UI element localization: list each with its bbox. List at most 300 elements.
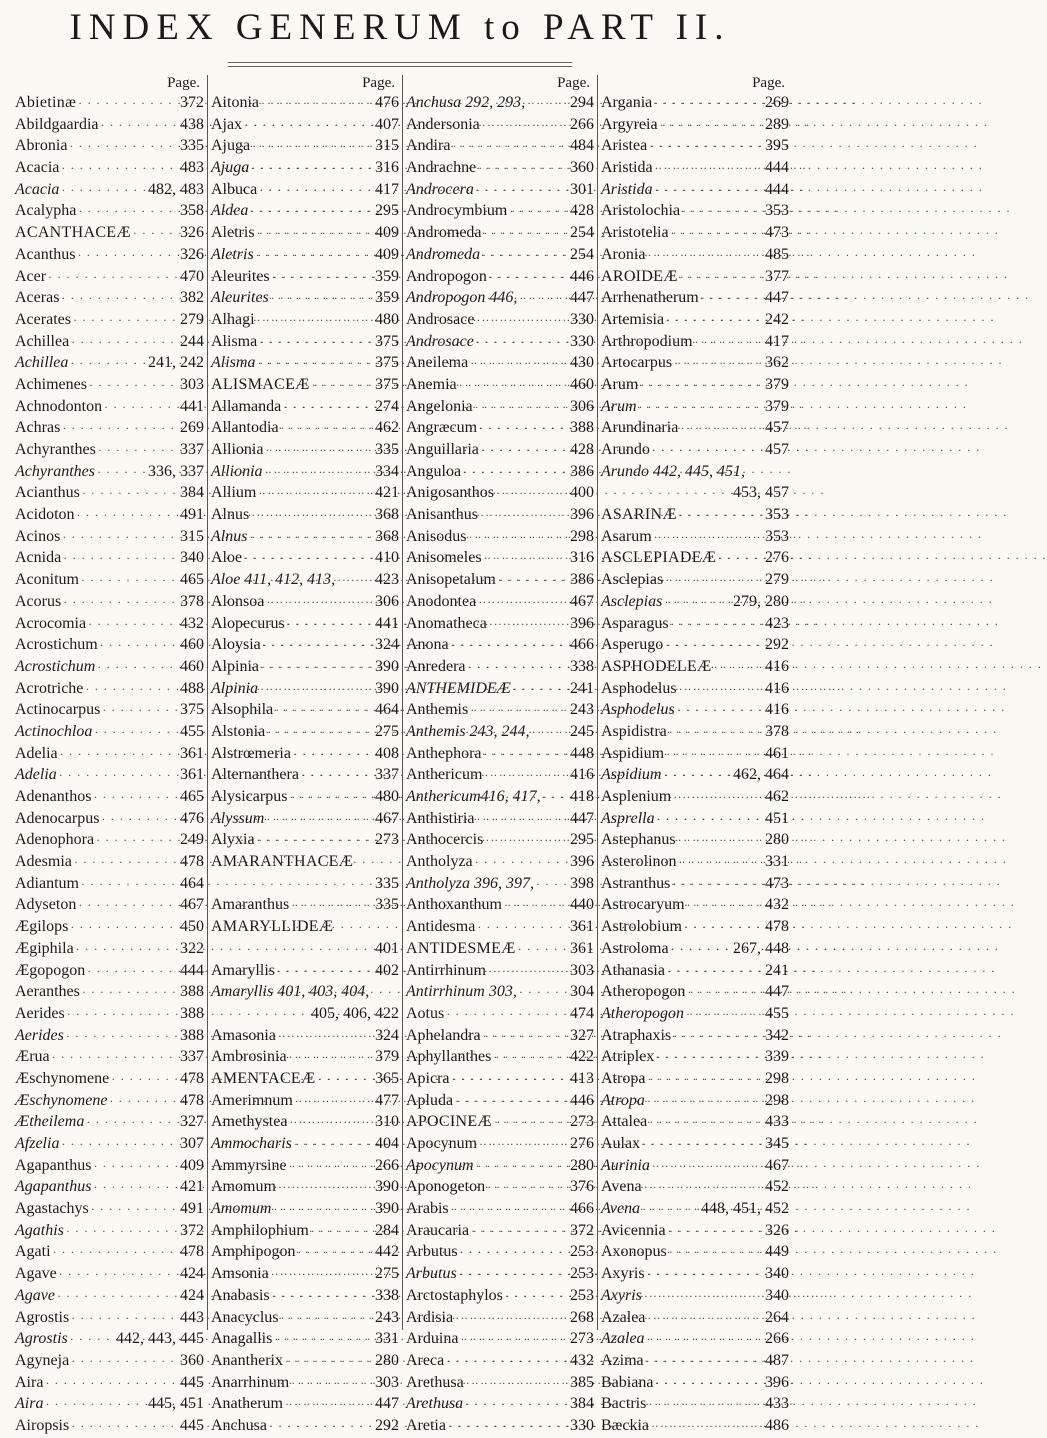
genus-name: Aira [15, 1373, 44, 1391]
page-column-header: Page. [167, 75, 200, 91]
genus-name: Allamanda [211, 397, 282, 415]
dot-leader [484, 223, 568, 245]
page-number: 280 [375, 1351, 399, 1369]
page-number: 444 [765, 159, 789, 177]
index-entry [601, 678, 789, 700]
page-number: 360 [180, 1351, 204, 1369]
index-entry [406, 656, 594, 678]
page-number: 340 [180, 549, 204, 567]
page-number: 433 [765, 1395, 789, 1413]
genus-name: Asarum [601, 527, 652, 545]
dot-leader [265, 440, 373, 462]
genus-name: ASARINÆ [601, 506, 677, 524]
index-entry [601, 764, 789, 786]
page-number: 335 [375, 441, 399, 458]
dot-leader [660, 115, 763, 137]
genus-name: Airopsis [15, 1416, 70, 1434]
page-number: 280 [570, 1156, 594, 1174]
page-number: 242 [765, 310, 789, 328]
dot-leader [667, 961, 763, 983]
dot-leader [460, 1329, 568, 1351]
page-number: 330 [570, 310, 594, 328]
page-number: 304 [570, 983, 594, 1001]
dot-leader [104, 397, 178, 419]
dot-leader [489, 267, 568, 289]
index-entry [211, 396, 399, 418]
dot-leader [519, 288, 568, 310]
dot-leader [109, 1091, 178, 1113]
dot-leader [496, 483, 568, 505]
genus-name: Aphyllanthes [406, 1048, 492, 1066]
page-number: 483 [180, 159, 204, 177]
dot-leader [655, 158, 763, 180]
index-entry [406, 1372, 594, 1394]
dot-leader [677, 700, 763, 722]
dot-leader [71, 1416, 178, 1438]
page-number: 462, 464 [733, 766, 789, 784]
dot-leader [471, 1221, 568, 1243]
genus-name: Alysicarpus [211, 788, 288, 805]
page-number: 445 [180, 1416, 204, 1434]
index-entry [406, 92, 594, 114]
dot-leader [518, 939, 568, 961]
dot-leader [679, 852, 763, 874]
genus-name: Acinos [15, 527, 61, 545]
page-number: 477 [375, 1091, 399, 1109]
genus-name: Alternanthera [211, 766, 299, 784]
dot-leader [97, 462, 146, 484]
index-entry [406, 374, 594, 396]
dot-leader [272, 1286, 373, 1308]
index-entry [406, 1285, 594, 1307]
genus-name: Amethystea [211, 1113, 288, 1131]
page-number: 423 [765, 614, 789, 632]
dot-leader [76, 939, 178, 961]
dot-leader [257, 353, 373, 375]
page-number: 460 [570, 375, 594, 393]
index-entry [406, 179, 594, 201]
index-entry [601, 439, 789, 461]
genus-name: Aristea [601, 137, 648, 155]
genus-name: Asphodelus [601, 679, 677, 697]
page-number: 243 [570, 701, 594, 719]
index-entry [406, 482, 594, 504]
genus-name: Ætheilema [15, 1113, 85, 1131]
genus-name: Astranthus [601, 874, 671, 892]
dot-leader [281, 1308, 373, 1330]
dot-leader [647, 1264, 763, 1286]
page-number: 266 [375, 1156, 399, 1174]
index-entry [406, 222, 594, 244]
page-number: 418 [570, 788, 594, 805]
page-number: 280 [765, 831, 789, 849]
page-number: 292 [765, 636, 789, 654]
genus-name: Asparagus [601, 614, 669, 632]
page-number: 315 [375, 137, 399, 155]
genus-name: Amomum [211, 1178, 276, 1196]
page-number: 303 [375, 1373, 399, 1391]
genus-name: Anodontea [406, 592, 477, 610]
page-number: 400 [570, 484, 594, 502]
genus-name: Ægiphila [15, 939, 74, 957]
dot-leader [250, 201, 373, 223]
genus-name: Apicra [406, 1069, 450, 1087]
genus-name: Achnodonton [15, 397, 103, 415]
index-entry [406, 591, 594, 613]
genus-name: Aulax [601, 1135, 641, 1152]
index-entry [406, 439, 594, 461]
index-entry [406, 569, 594, 591]
dot-leader [71, 1308, 178, 1330]
page-number: 465 [180, 788, 204, 805]
dot-leader [476, 1156, 568, 1178]
page-number: 417 [375, 180, 399, 198]
index-entry [211, 504, 399, 526]
page-number: 378 [180, 592, 204, 610]
genus-name: Achras [15, 419, 61, 437]
genus-name: AMARYLLIDEÆ [211, 918, 334, 936]
dot-leader [666, 744, 763, 766]
page-number: 460 [180, 636, 204, 654]
page-number: 491 [180, 506, 204, 524]
genus-name: Aloe 411, 412, 413, [211, 571, 336, 589]
page-number: 342 [765, 1026, 789, 1044]
dot-leader [452, 1069, 568, 1091]
genus-name: Atheropogon [601, 1004, 684, 1022]
index-entry [211, 417, 399, 439]
dot-leader [642, 1134, 763, 1156]
dot-leader [487, 1177, 568, 1199]
page-number: 457 [765, 419, 789, 437]
page-number: 447 [375, 1395, 399, 1413]
dot-leader [478, 158, 568, 180]
index-entry [15, 1003, 204, 1025]
index-entry [601, 352, 789, 374]
index-entry [601, 179, 789, 201]
page-number: 467 [765, 1156, 789, 1174]
dot-leader [459, 375, 568, 397]
page-number: 491 [180, 1200, 204, 1218]
genus-name: Alstonia [211, 722, 266, 740]
genus-name: Asprella [601, 809, 655, 827]
index-entry [601, 417, 789, 439]
index-entry [406, 1046, 594, 1068]
dot-leader [482, 115, 568, 137]
index-entry [15, 981, 204, 1003]
genus-name: Actinochloa [15, 722, 93, 740]
index-entry [211, 678, 399, 700]
page-number: 407 [375, 115, 399, 133]
genus-name: Arbutus [406, 1265, 457, 1283]
page-number: 455 [180, 722, 204, 740]
dot-leader [266, 592, 373, 614]
dot-leader [446, 1004, 568, 1026]
page-number: 376 [570, 1178, 594, 1196]
index-entry [211, 266, 399, 288]
dot-leader [452, 136, 568, 158]
index-entry [601, 1111, 789, 1133]
genus-name: Ægopogon [15, 961, 86, 979]
index-entry [15, 1090, 204, 1112]
dot-leader [53, 1242, 178, 1264]
index-entry [15, 851, 204, 873]
page-number: 295 [375, 202, 399, 220]
index-entry [211, 1285, 399, 1307]
page-number: 442 [375, 1243, 399, 1261]
dot-leader [460, 1242, 568, 1264]
genus-name: Ambrosinia [211, 1048, 287, 1066]
page-number: 279 [765, 571, 789, 589]
dot-leader [52, 1047, 178, 1069]
page-number: 447 [570, 289, 594, 307]
genus-name: Aletris [211, 245, 254, 263]
page-number: 337 [375, 766, 399, 784]
dot-leader [94, 722, 178, 744]
index-entry [601, 157, 789, 179]
index-entry [211, 1350, 399, 1372]
genus-name: Aspidium [601, 766, 662, 784]
genus-name: Arundo [601, 441, 650, 458]
genus-name: Anthocercis [406, 831, 484, 849]
dot-leader [665, 570, 763, 592]
index-entry [601, 1176, 789, 1198]
page-number: 421 [375, 484, 399, 502]
genus-name: Astrolobium [601, 918, 682, 936]
index-entry [601, 1285, 789, 1307]
dot-leader [67, 1004, 178, 1026]
genus-name: Antholyza 396, 397, [406, 874, 534, 892]
title-rule-top [228, 62, 572, 63]
dot-leader [289, 1047, 373, 1069]
page-number: 267, 448 [733, 939, 789, 957]
page-number: 326 [765, 1221, 789, 1239]
dot-leader [451, 635, 568, 657]
index-entry [601, 960, 789, 982]
index-entry [15, 764, 204, 786]
dot-leader [448, 1416, 568, 1438]
index-entry [406, 200, 594, 222]
dot-leader [45, 1373, 178, 1395]
page-number: 445, 451 [148, 1395, 204, 1413]
genus-name: Anemia [406, 375, 457, 393]
page-column-header: Page. [752, 75, 785, 91]
index-entry [406, 894, 594, 916]
index-entry [406, 1350, 594, 1372]
page-number: 476 [375, 94, 399, 111]
dot-leader [680, 418, 763, 440]
dot-leader [66, 1026, 178, 1048]
index-entry [15, 1415, 204, 1437]
page-number: 447 [765, 289, 789, 307]
index-entry [601, 114, 789, 136]
genus-name: Axyris [601, 1286, 642, 1304]
index-entry [15, 960, 204, 982]
dot-leader [61, 158, 178, 180]
index-entry [211, 938, 399, 960]
page-number: 396 [570, 506, 594, 524]
dot-leader [672, 874, 763, 896]
index-entry [601, 1307, 789, 1329]
dot-leader [281, 418, 373, 440]
index-entry [601, 461, 789, 483]
genus-name: Aira [15, 1395, 44, 1413]
dot-leader [252, 136, 373, 158]
genus-name: Aleurites [211, 267, 270, 285]
genus-name: Axonopus [601, 1243, 667, 1261]
dot-leader [82, 982, 178, 1004]
page-number: 438 [180, 115, 204, 133]
page-number: 466 [570, 1200, 594, 1218]
genus-name: Arduina [406, 1330, 459, 1348]
genus-name: Achyranthes [15, 462, 95, 480]
genus-name: Aurinia [601, 1156, 650, 1174]
genus-name: Alnus [211, 506, 250, 524]
genus-name: Abildgaardia [15, 115, 99, 133]
index-entry [15, 92, 204, 114]
page-number: 266 [570, 115, 594, 133]
page-number: 316 [570, 549, 594, 567]
genus-name: Anthericum [406, 766, 483, 784]
dot-leader [647, 245, 763, 267]
index-entry [211, 1263, 399, 1285]
index-entry [15, 1046, 204, 1068]
dot-leader [93, 787, 178, 809]
page-number: 339 [765, 1048, 789, 1066]
genus-name: Amasonia [211, 1026, 276, 1044]
index-entry [15, 1372, 204, 1394]
index-entry [211, 808, 399, 830]
page-number: 450 [180, 918, 204, 936]
index-entry [406, 1090, 594, 1112]
page-number: 441 [375, 614, 399, 632]
genus-name: Angelonia [406, 397, 473, 415]
page-number: 432 [180, 614, 204, 632]
dot-leader [89, 375, 178, 397]
genus-name: Arethusa [406, 1373, 464, 1391]
dot-leader [476, 180, 568, 202]
index-entry [15, 786, 204, 808]
page-number: 473 [765, 874, 789, 892]
index-entry [15, 656, 204, 678]
index-entry [15, 547, 204, 569]
genus-name: ANTHEMIDEÆ [406, 679, 511, 697]
page-number: 408 [375, 744, 399, 762]
dot-leader [45, 1394, 146, 1416]
dot-leader [249, 527, 373, 549]
genus-name: Anredera [406, 657, 466, 675]
index-entry [15, 439, 204, 461]
index-entry [406, 851, 594, 873]
index-entry [211, 829, 399, 851]
index-entry [406, 938, 594, 960]
genus-name: Anthemis [406, 701, 469, 719]
page-number: 324 [375, 1026, 399, 1044]
page-number: 395 [765, 137, 789, 155]
dot-leader [668, 1221, 763, 1243]
genus-name: ACANTHACEÆ [15, 224, 131, 242]
genus-name: Amerimnum [211, 1091, 293, 1109]
page-number: 253 [570, 1286, 594, 1304]
dot-leader [475, 397, 568, 419]
page-number: 269 [765, 94, 789, 111]
page-number: 416 [765, 657, 789, 675]
dot-leader [714, 657, 763, 679]
genus-name: Atropa [601, 1091, 645, 1109]
index-entry [406, 786, 594, 808]
genus-name: Axyris [601, 1265, 645, 1283]
index-entry [601, 1133, 789, 1155]
dot-leader [260, 679, 373, 701]
page-number: 306 [375, 592, 399, 610]
page-number: 430 [570, 354, 594, 372]
index-entry [406, 244, 594, 266]
dot-leader [718, 548, 763, 570]
index-entry [601, 981, 789, 1003]
dot-leader [654, 527, 763, 549]
index-entry [211, 1046, 399, 1068]
page-number: 331 [375, 1330, 399, 1348]
page-number: 303 [180, 375, 204, 393]
dot-leader [70, 1329, 114, 1351]
genus-name: Acnida [15, 549, 62, 567]
index-entry [406, 1111, 594, 1133]
page-number: 447 [765, 983, 789, 1001]
page-number: 467 [375, 809, 399, 827]
dot-leader [63, 548, 178, 570]
genus-name: Arethusa [406, 1395, 464, 1413]
dot-leader [679, 679, 763, 701]
page-number: 478 [180, 853, 204, 871]
page-number: 388 [180, 1004, 204, 1022]
page-number: 422 [570, 1048, 594, 1066]
page-number: 298 [765, 1091, 789, 1109]
page-number: 396 [765, 1373, 789, 1391]
index-entry [211, 1372, 399, 1394]
page-number: 388 [570, 419, 594, 437]
page-number: 306 [570, 397, 594, 415]
dot-leader [674, 353, 763, 375]
dot-leader [484, 548, 568, 570]
index-entry [601, 1415, 789, 1437]
index-entry [211, 244, 399, 266]
index-entry [406, 114, 594, 136]
index-entry [601, 374, 789, 396]
index-entry [15, 808, 204, 830]
genus-name: Ajuga [211, 159, 250, 177]
page-number: 365 [375, 1069, 399, 1087]
index-entry [15, 1328, 204, 1350]
index-entry [211, 114, 399, 136]
index-entry [211, 1393, 399, 1415]
index-entry [406, 678, 594, 700]
index-entry [15, 309, 204, 331]
dot-leader [652, 1156, 763, 1178]
page-number: 416 [570, 766, 594, 784]
genus-name: Æschynomene [15, 1091, 108, 1109]
dot-leader [654, 93, 763, 115]
page-number: 324 [375, 636, 399, 654]
dot-leader [673, 787, 763, 809]
genus-name: Ammyrsine [211, 1156, 287, 1174]
genus-name: Agyneja [15, 1351, 70, 1369]
page-number: 295 [570, 831, 594, 849]
genus-name: Astroloma [601, 939, 669, 957]
page-number: 274 [375, 397, 399, 415]
dot-leader [69, 136, 178, 158]
page-number: 428 [570, 202, 594, 220]
dot-leader [644, 1177, 763, 1199]
genus-name: ASCLEPIADEÆ [601, 549, 717, 567]
